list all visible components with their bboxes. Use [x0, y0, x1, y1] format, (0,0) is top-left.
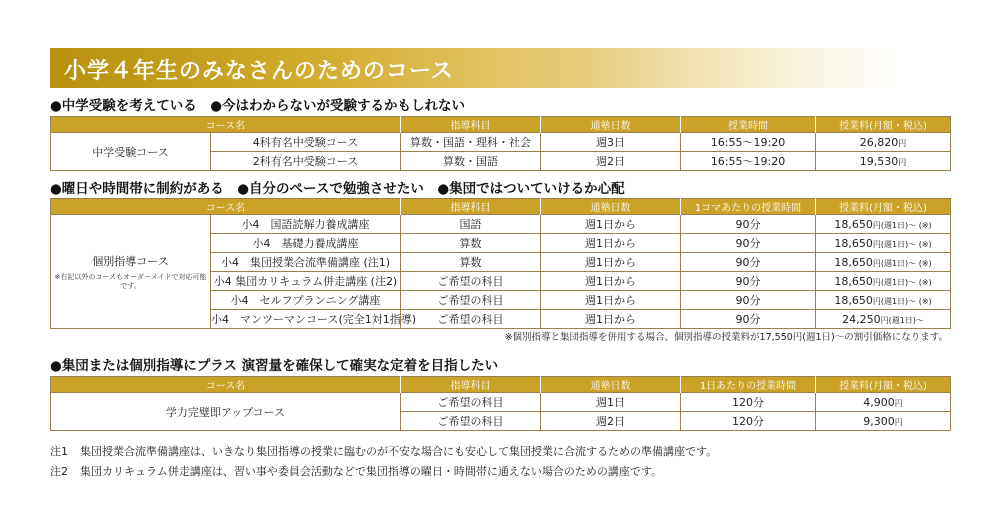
table-header-row — [51, 117, 951, 133]
course-time: 120分 — [681, 412, 816, 431]
header-subject: 指導科目 — [401, 199, 541, 215]
course-time: 90分 — [681, 291, 816, 310]
note-1 — [50, 443, 717, 459]
course-name: 小4 集団カリキュラム併走講座 (注2) — [211, 272, 401, 291]
section2-heading: ●曜日や時間帯に制約がある ●自分のペースで勉強させたい ●集団ではついていけるか心配 — [50, 181, 625, 197]
note-text: 集団授業合流準備講座は、いきなり集団指導の授業に臨むのが不安な場合にも安心して集団授業に合流するための準備講座です。 — [80, 445, 718, 458]
course-time: 16:55～19:20 — [681, 152, 816, 171]
header-fee: 授業料(月額・税込) — [816, 377, 951, 393]
course-name: 2科有名中受験コース — [211, 152, 401, 171]
course-fee — [816, 133, 951, 152]
fee-unit: 円(週1日)～ (※) — [872, 277, 932, 287]
course-subject: ご希望の科目 — [401, 272, 541, 291]
course-subject: 算数 — [401, 253, 541, 272]
fee-unit: 円(週1日)～ (※) — [872, 220, 932, 230]
table-row — [51, 393, 951, 412]
course-days: 週1日から — [541, 272, 681, 291]
header-subject: 指導科目 — [401, 117, 541, 133]
course-group: 学力完璧即アップコース — [51, 393, 401, 431]
course-group-note: ※右記以外のコースもオーダーメイドで対応可能です。 — [54, 272, 207, 290]
course-subject: 算数・国語 — [401, 152, 541, 171]
fee-unit: 円(週1日)～ (※) — [872, 239, 932, 249]
course-subject: 算数 — [401, 234, 541, 253]
section2-footnote: ※個別指導と集団指導を併用する場合、個別指導の授業料が17,550円(週1日)～の割引価格になります。 — [504, 332, 948, 343]
section3-table — [50, 376, 951, 431]
header-course: コース名 — [51, 377, 401, 393]
header-time: 1コマあたりの授業時間 — [681, 199, 816, 215]
course-fee — [816, 253, 951, 272]
course-time: 120分 — [681, 393, 816, 412]
table-header-row — [51, 377, 951, 393]
fee-unit: 円 — [894, 398, 903, 408]
header-course: コース名 — [51, 117, 401, 133]
note-label: 注2 — [50, 465, 68, 478]
course-group: 中学受験コース — [51, 133, 211, 171]
course-name: 小4 セルフプランニング講座 — [211, 291, 401, 310]
course-time: 90分 — [681, 215, 816, 234]
course-subject: ご希望の科目 — [401, 291, 541, 310]
fee-unit: 円 — [894, 417, 903, 427]
course-fee — [816, 272, 951, 291]
course-time: 16:55～19:20 — [681, 133, 816, 152]
header-fee: 授業料(月額・税込) — [816, 199, 951, 215]
header-time: 1日あたりの授業時間 — [681, 377, 816, 393]
section2-table — [50, 198, 951, 329]
course-fee — [816, 215, 951, 234]
course-fee — [816, 310, 951, 329]
header-days: 通塾日数 — [541, 199, 681, 215]
course-name: 小4 集団授業合流準備講座 (注1) — [211, 253, 401, 272]
fee-value: 9,300 — [863, 414, 895, 428]
course-fee — [816, 291, 951, 310]
fee-value: 19,530 — [859, 154, 899, 168]
table-header-row — [51, 199, 951, 215]
table-row — [51, 133, 951, 152]
fee-unit: 円(週1日)～ (※) — [872, 296, 932, 306]
course-name: 小4 基礎力養成講座 — [211, 234, 401, 253]
course-time: 90分 — [681, 234, 816, 253]
header-fee: 授業料(月額・税込) — [816, 117, 951, 133]
fee-value: 18,650 — [834, 255, 873, 269]
course-subject: 算数・国語・理科・社会 — [401, 133, 541, 152]
fee-unit: 円(週1日)～ (※) — [872, 258, 932, 268]
note-text: 集団カリキュラム併走講座は、習い事や委員会活動などで集団指導の曜日・時間帯に通えない場合のための講座です。 — [80, 465, 663, 478]
course-name: 小4 国語読解力養成講座 — [211, 215, 401, 234]
fee-unit: 円 — [898, 138, 907, 148]
course-subject: ご希望の科目 — [401, 412, 541, 431]
fee-value: 18,650 — [834, 217, 873, 231]
course-fee — [816, 234, 951, 253]
course-fee — [816, 412, 951, 431]
course-fee — [816, 152, 951, 171]
course-name: 4科有名中受験コース — [211, 133, 401, 152]
course-time: 90分 — [681, 310, 816, 329]
header-time: 授業時間 — [681, 117, 816, 133]
course-time: 90分 — [681, 253, 816, 272]
course-days: 週3日 — [541, 133, 681, 152]
course-days: 週2日 — [541, 152, 681, 171]
table-row — [51, 215, 951, 234]
fee-value: 18,650 — [834, 274, 873, 288]
fee-value: 26,820 — [859, 135, 899, 149]
course-days: 週2日 — [541, 412, 681, 431]
fee-unit: 円 — [898, 157, 907, 167]
course-time: 90分 — [681, 272, 816, 291]
fee-unit: 円(週1日)～ — [880, 315, 924, 325]
fee-value: 18,650 — [834, 236, 873, 250]
section1-heading: ●中学受験を考えている ●今はわからないが受験するかもしれない — [50, 98, 466, 114]
course-subject: 国語 — [401, 215, 541, 234]
course-days: 週1日から — [541, 234, 681, 253]
header-days: 通塾日数 — [541, 377, 681, 393]
course-days: 週1日から — [541, 215, 681, 234]
fee-value: 4,900 — [863, 395, 895, 409]
section1-table — [50, 116, 951, 171]
course-days: 週1日 — [541, 393, 681, 412]
fee-value: 18,650 — [834, 293, 873, 307]
course-days: 週1日から — [541, 291, 681, 310]
course-subject: ご希望の科目 — [401, 310, 541, 329]
course-name: 小4 マンツーマンコース(完全1対1指導) — [211, 310, 401, 329]
course-subject: ご希望の科目 — [401, 393, 541, 412]
course-group — [51, 215, 211, 329]
course-group-label: 個別指導コース — [92, 254, 169, 268]
course-days: 週1日から — [541, 310, 681, 329]
fee-value: 24,250 — [842, 312, 881, 326]
page-title: 小学４年生のみなさんのためのコース — [64, 59, 454, 84]
course-days: 週1日から — [541, 253, 681, 272]
note-label: 注1 — [50, 445, 68, 458]
section3-heading: ●集団または個別指導にプラス 演習量を確保して確実な定着を目指したい — [50, 358, 499, 374]
header-subject: 指導科目 — [401, 377, 541, 393]
note-2 — [50, 463, 662, 479]
course-fee — [816, 393, 951, 412]
header-course: コース名 — [51, 199, 401, 215]
page-banner — [50, 48, 900, 88]
header-days: 通塾日数 — [541, 117, 681, 133]
